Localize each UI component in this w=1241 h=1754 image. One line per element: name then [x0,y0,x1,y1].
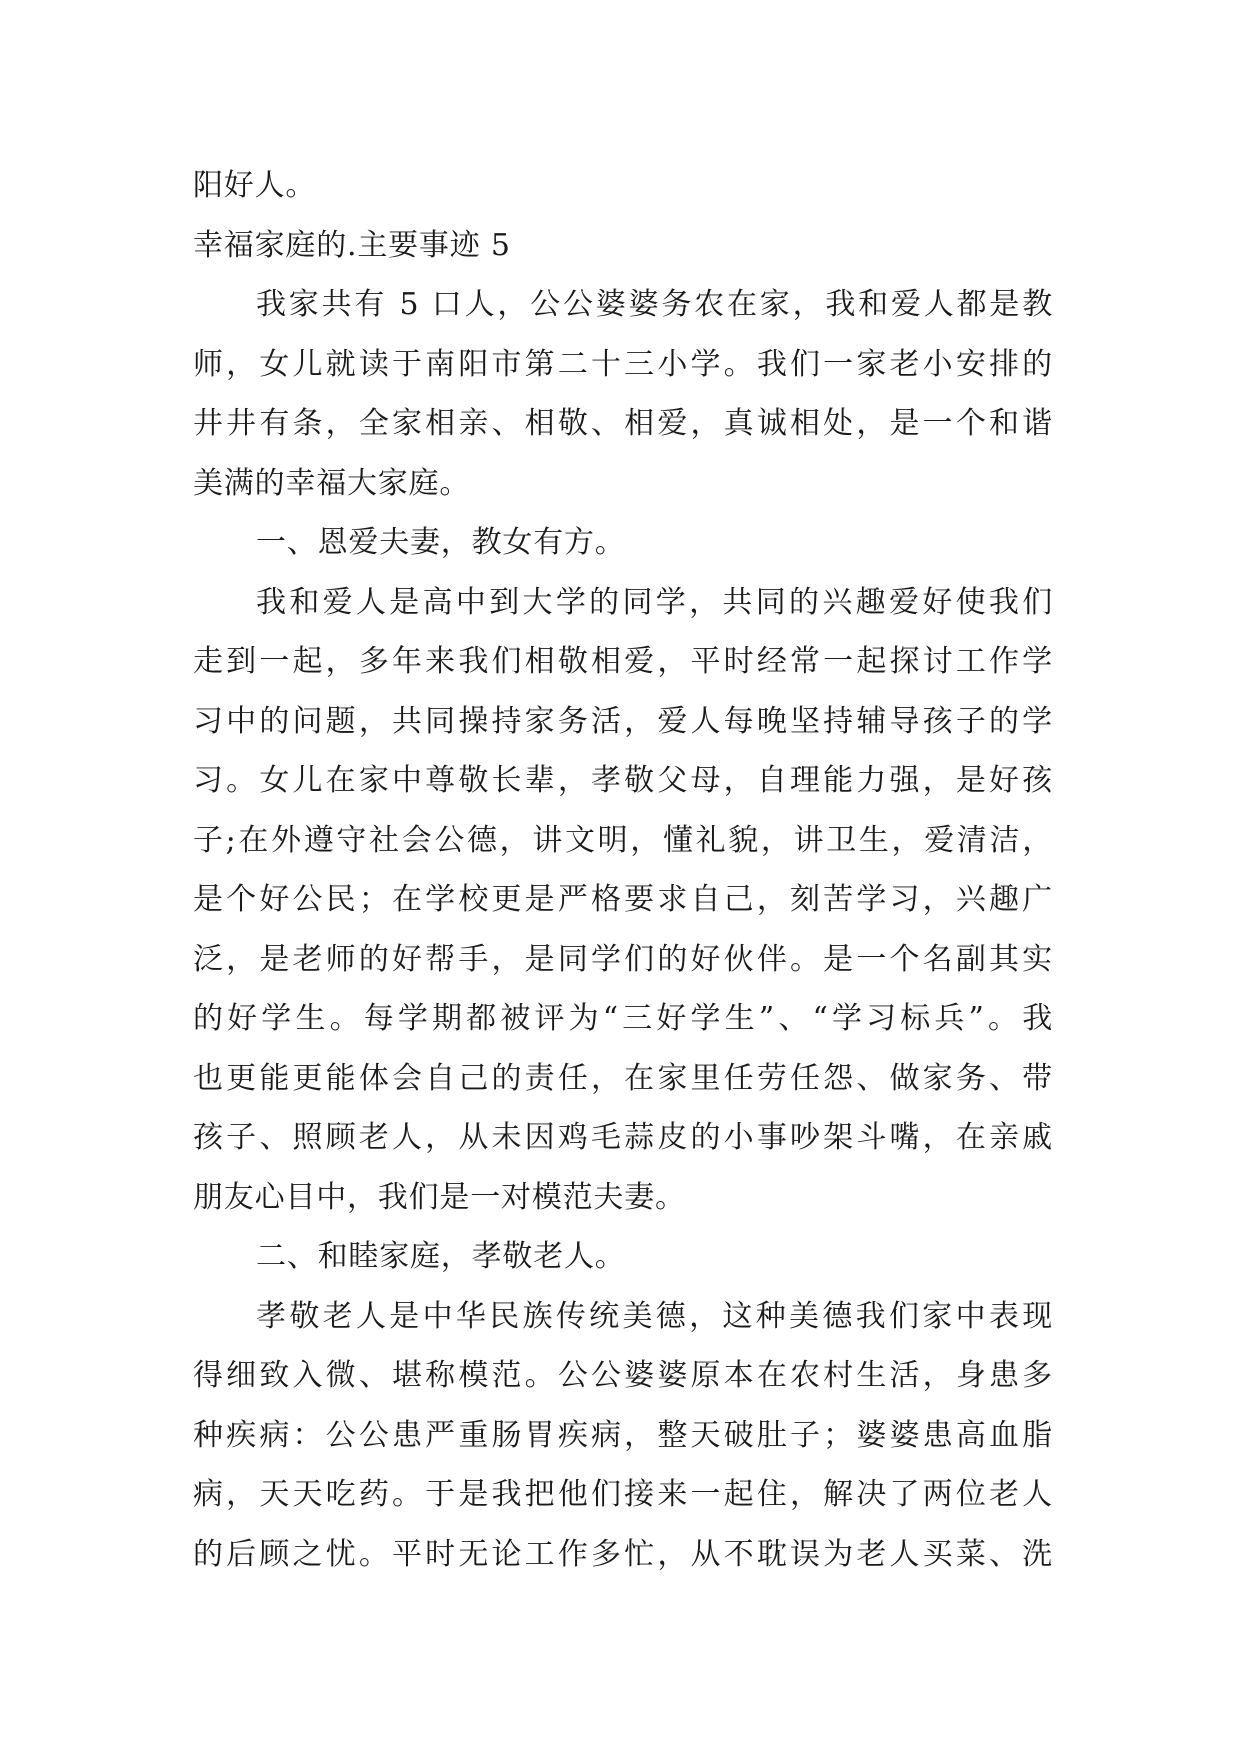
text-line: 美满的幸福大家庭。 [193,465,471,501]
text-line: 一、恩爱夫妻，教女有方。 [256,525,626,560]
text-line: 是个好公民；在学校更是严格要求自己，刻苦学习，兴趣广 [193,882,1053,917]
text-line: 朋友心目中，我们是一对模范夫妻。 [193,1179,686,1215]
text-line: 井井有条，全家相亲、相敬、相爱，真诚相处，是一个和谐 [193,406,1053,441]
text-line: 幸福家庭的.主要事迹 5 [193,227,511,263]
text-line: 我家共有 5 口人，公公婆婆务农在家，我和爱人都是教 [256,287,1053,322]
text-line: 走到一起，多年来我们相敬相爱，平时经常一起探讨工作学 [193,644,1053,679]
text-line: 病，天天吃药。于是我把他们接来一起住，解决了两位老人 [193,1477,1053,1512]
text-line: 师，女儿就读于南阳市第二十三小学。我们一家老小安排的 [193,346,1053,382]
text-line: 的好学生。每学期都被评为“三好学生”、“学习标兵”。我 [193,1001,1053,1036]
text-line: 阳好人。 [193,168,317,203]
text-line: 我和爱人是高中到大学的同学，共同的兴趣爱好使我们 [256,584,1053,620]
text-line: 孩子、照顾老人，从未因鸡毛蒜皮的小事吵架斗嘴，在亲戚 [193,1120,1053,1155]
text-line: 也更能更能体会自己的责任，在家里任劳任怨、做家务、带 [193,1060,1053,1096]
text-line: 习。女儿在家中尊敬长辈，孝敬父母，自理能力强，是好孩 [193,763,1053,798]
text-line: 得细致入微、堪称模范。公公婆婆原本在农村生活，身患多 [193,1358,1053,1393]
text-line: 习中的问题，共同操持家务活，爱人每晚坚持辅导孩子的学 [193,703,1053,739]
text-line: 子;在外遵守社会公德，讲文明，懂礼貌，讲卫生，爱清洁， [193,822,1053,858]
text-line: 的后顾之忧。平时无论工作多忙，从不耽误为老人买菜、洗 [193,1536,1053,1572]
text-line: 泛，是老师的好帮手，是同学们的好伙伴。是一个名副其实 [193,941,1053,977]
text-line: 二、和睦家庭，孝敬老人。 [256,1239,626,1274]
text-line: 孝敬老人是中华民族传统美德，这种美德我们家中表现 [256,1298,1053,1334]
text-line: 种疾病：公公患严重肠胃疾病，整天破肚子；婆婆患高血脂 [193,1417,1053,1453]
document-body [193,156,1053,1584]
